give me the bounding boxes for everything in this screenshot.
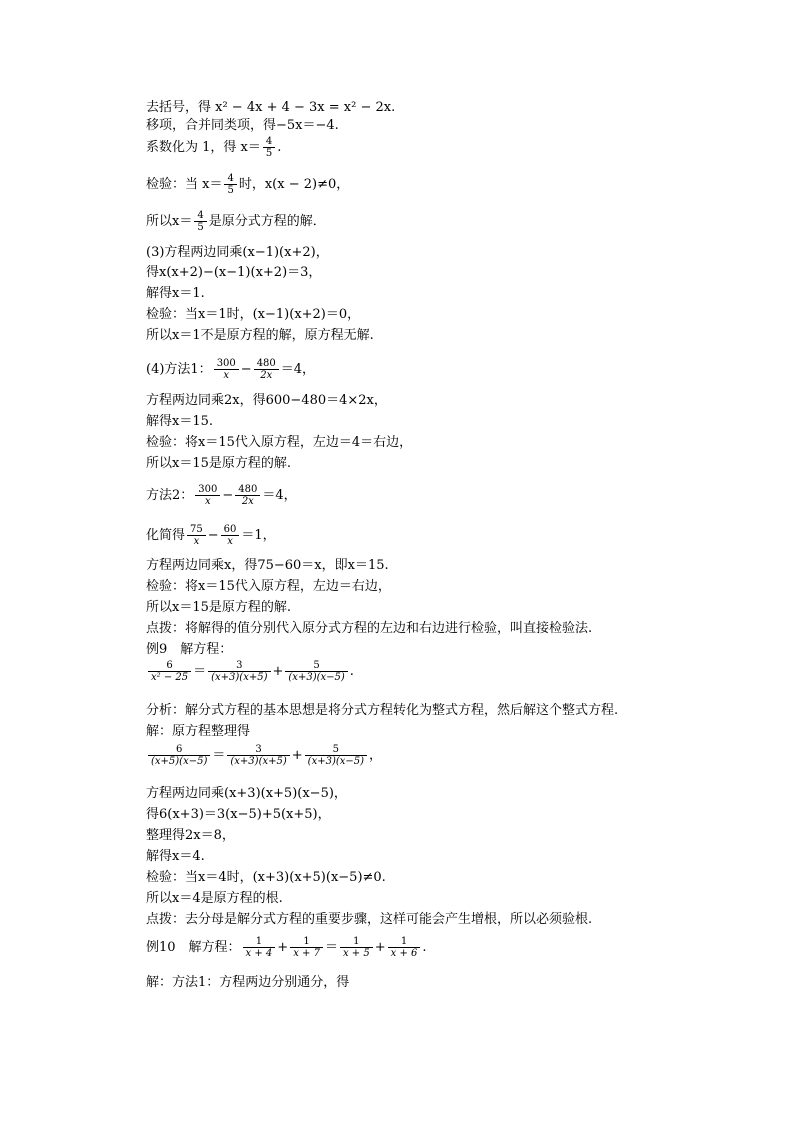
denominator: x [214,369,239,381]
denominator: (x+5)(x−5) [148,755,210,767]
line-text: 方法2： [146,488,194,503]
text-line: 方程两边同乘(x+3)(x+5)(x−5)， [146,786,347,801]
text-line: 所以x＝15是原方程的解. [146,456,292,471]
numerator: 5 [332,744,340,755]
fraction [263,136,275,159]
text-line: 所以x＝4是原方程的根. [146,891,283,906]
line-text: 例10 解方程： [146,940,241,955]
text-line: 分析：解分式方程的基本思想是将分式方程转化为整式方程，然后解这个整式方程. [146,703,619,718]
operator: + [277,940,289,955]
numerator: 1 [255,936,263,947]
line-text: . [277,140,282,155]
line-text: 时，x(x − 2)≠0， [238,177,350,192]
fraction [148,660,191,683]
fraction [221,524,240,547]
numerator: 480 [238,484,258,495]
text-line: 方程两边同乘x，得75−60＝x，即x＝15. [146,558,389,573]
numerator: 1 [303,936,310,947]
equation-line [146,484,297,507]
numerator: 4 [227,173,234,184]
text-line: 点拨：去分母是解分式方程的重要步骤，这样可能会产生增根，所以必须验根. [146,912,593,927]
equation-line [146,173,349,196]
equation-line [146,136,281,159]
operator: ＝ [212,748,226,763]
text-line: 解：方法1：方程两边分别通分，得 [146,975,350,990]
equation-line [146,744,382,767]
text-line: 解得x＝4. [146,849,205,864]
line-text: ， [369,748,383,763]
denominator: x [195,495,220,507]
numerator: 1 [400,936,408,947]
equation-line [146,660,354,683]
line-text: 检验：当 x＝ [146,177,223,192]
text-line: 点拨：将解得的值分别代入原分式方程的左边和右边进行检验，叫直接检验法. [146,621,593,636]
text-line: 检验：将x＝15代入原方程，左边＝4＝右边， [146,435,413,450]
denominator: 2x [254,369,279,381]
text-line: 得6(x+3)＝3(x−5)+5(x+5)， [146,807,331,822]
fraction [224,173,236,196]
operator: ＝ [324,940,338,955]
denominator: x² − 25 [148,671,191,683]
text-line: 解：原方程整理得 [146,724,251,739]
numerator: 6 [166,660,173,671]
operator: + [272,664,284,679]
equation-line [146,210,326,233]
text-line: 方程两边同乘2x，得600−480＝4×2x， [146,393,387,408]
operator: + [291,748,303,763]
numerator: 75 [190,524,203,535]
denominator: (x+3)(x−5) [285,671,347,683]
denominator: x + 5 [340,947,373,959]
text-line: 例9 解方程： [146,642,233,657]
line-text: 是原分式方程的解． [208,214,326,229]
numerator: 300 [216,358,236,369]
denominator: x [221,535,240,547]
operator: − [207,528,219,543]
operator: + [374,940,386,955]
fraction [243,936,276,959]
denominator: x + 7 [290,947,323,959]
text-line: 检验：当x＝1时，(x−1)(x+2)＝0， [146,307,361,322]
operator: ＝ [193,664,207,679]
line-text: (4)方法1： [146,362,212,377]
line-text: 所以x＝ [146,214,193,229]
fraction [340,936,373,959]
fraction [187,524,206,547]
denominator: (x+3)(x+5) [227,755,289,767]
equation-line [146,524,276,547]
text-line: 解得x＝15. [146,414,214,429]
equation-line [146,936,427,959]
text-line: 检验：将x＝15代入原方程，左边＝右边， [146,579,391,594]
line-text: 系数化为 1，得 x＝ [146,140,261,155]
line-text: . [349,664,354,679]
text-line: 去括号，得 x² − 4x + 4 − 3x = x² − 2x. [146,100,396,115]
numerator: 3 [255,744,262,755]
operator: − [240,362,252,377]
line-text: ＝1， [241,528,276,543]
fraction [290,936,323,959]
fraction [388,936,421,959]
numerator: 5 [313,660,320,671]
denominator: x + 4 [243,947,276,959]
denominator: x [187,535,206,547]
denominator: 5 [263,147,275,159]
operator: − [222,488,234,503]
numerator: 1 [353,936,360,947]
text-line: 移项，合并同类项，得−5x＝−4. [146,118,339,133]
text-line: 整理得2x＝8， [146,828,235,843]
numerator: 6 [176,744,183,755]
fraction [208,660,270,683]
denominator: 2x [235,495,260,507]
equation-line [146,358,315,381]
denominator: 5 [194,221,206,233]
fraction [235,484,260,507]
line-text: ＝4， [262,488,297,503]
fraction [214,358,239,381]
denominator: x + 6 [388,947,421,959]
line-text: ＝4， [280,362,316,377]
denominator: (x+3)(x+5) [208,671,270,683]
numerator: 4 [197,210,204,221]
numerator: 60 [223,524,237,535]
text-line: 解得x＝1. [146,286,205,301]
line-text: 化简得 [146,528,186,543]
line-text: . [422,940,427,955]
fraction [254,358,279,381]
fraction [227,744,289,767]
numerator: 4 [265,136,273,147]
text-line: 所以x＝1不是原方程的解，原方程无解. [146,328,374,343]
text-line: (3)方程两边同乘(x−1)(x+2)， [146,245,329,260]
numerator: 300 [198,484,218,495]
fraction [194,210,206,233]
denominator: 5 [224,184,236,196]
fraction [148,744,210,767]
text-line: 检验：当x＝4时，(x+3)(x+5)(x−5)≠0. [146,870,386,885]
fraction [305,744,367,767]
fraction [285,660,347,683]
fraction [195,484,220,507]
text-line: 得x(x+2)−(x−1)(x+2)＝3， [146,265,322,280]
text-line: 所以x＝15是原方程的解. [146,600,292,615]
denominator: (x+3)(x−5) [305,755,367,767]
numerator: 3 [236,660,243,671]
numerator: 480 [256,358,276,369]
